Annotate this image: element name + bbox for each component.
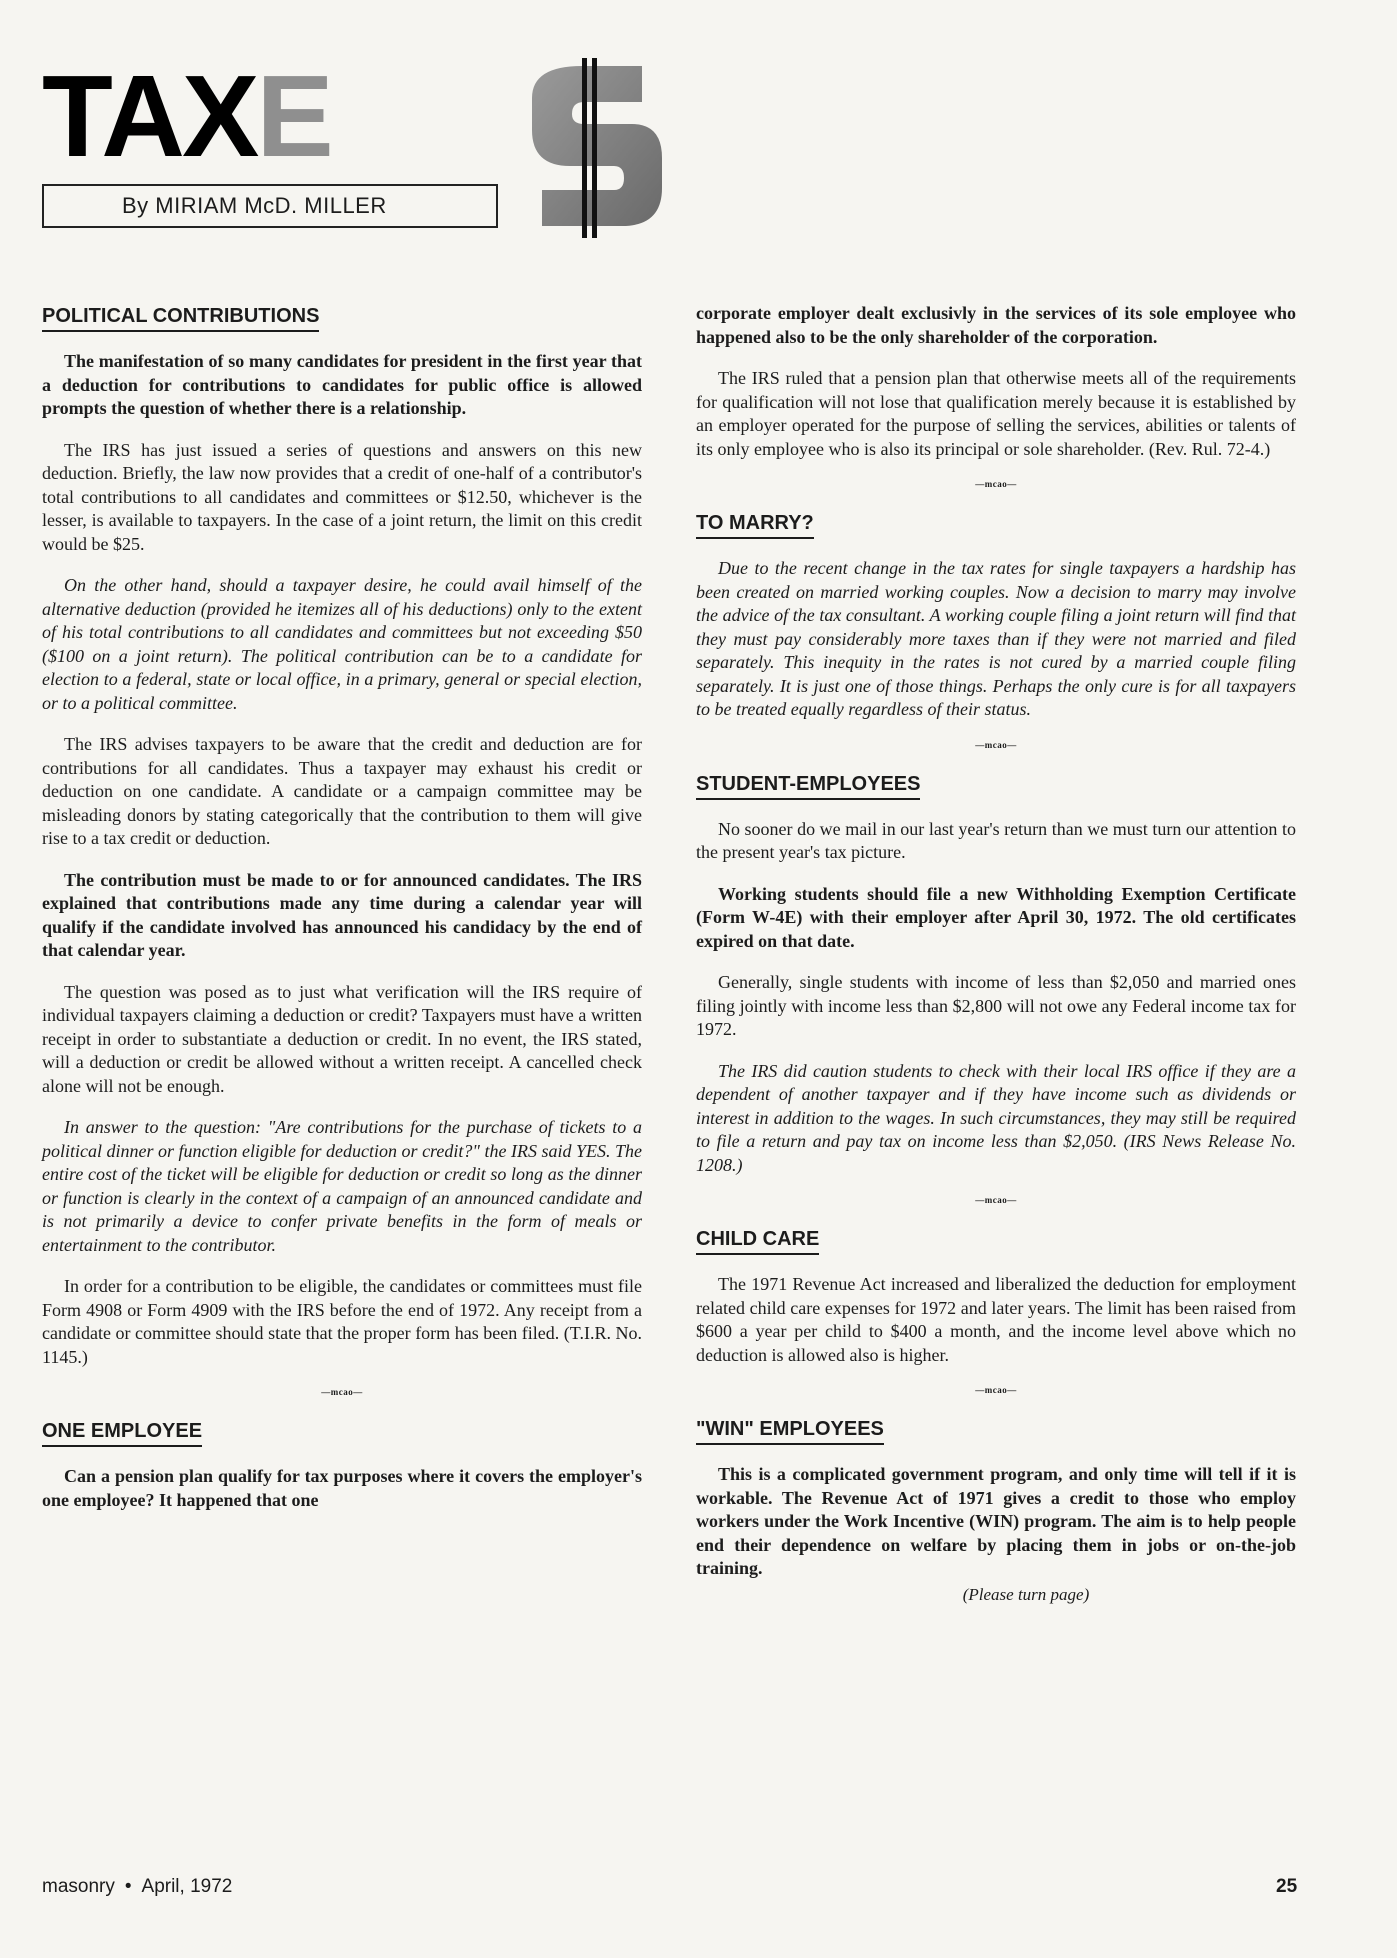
masthead-title-main: TAX xyxy=(42,51,257,181)
paragraph: Due to the recent change in the tax rates for single taxpayers a hardship has been created on married working couples. Now a decision to marry may involve the advice of the tax consultant. A working couple filing a joint return will find that they must pay considerably more taxes than if they were not married and filed separately. This inequity in the rates is not cured by a married couple filing separately. It is just one of those things. Perhaps the only cure is for all taxpayers to be treated equally regardless of their status. xyxy=(696,558,1296,719)
paragraph: In order for a contribution to be eligible, the candidates or committees must file Form 4908 or Form 4909 with the IRS before the end of 1972. Any receipt from a candidate or committee should state that the proper form has been filed. (T.I.R. No. 1145.) xyxy=(42,1276,642,1367)
page-number: 25 xyxy=(1276,1876,1298,1897)
paragraph: Can a pension plan qualify for tax purposes where it covers the employer's one employee? It happened that one xyxy=(42,1466,642,1510)
publication-name: masonry xyxy=(42,1876,115,1897)
dollar-sign-graphic xyxy=(522,58,682,238)
byline: By MIRIAM McD. MILLER xyxy=(122,193,387,218)
byline-box xyxy=(42,184,498,228)
right-column xyxy=(696,302,1296,1605)
masthead-title-faded: E xyxy=(256,51,331,181)
paragraph: On the other hand, should a taxpayer desire, he could avail himself of the alternative deduction (provided he itemizes all of his deductions) only to the extent of his total contributions to all candidates and committees but not exceeding $50 ($100 on a joint return). The political contribution can be to a candidate for election to a federal, state or local office, in a primary, general or special election, or to a political committee. xyxy=(42,575,642,713)
paragraph: The IRS ruled that a pension plan that otherwise meets all of the requirements for qualification will not lose that qualification merely because it is established by an employer operated for the purpose of selling the services, abilities or talents of its only employee who is also its principal or sole shareholder. (Rev. Rul. 72-4.) xyxy=(696,368,1296,459)
paragraph: The question was posed as to just what verification will the IRS require of individual taxpayers claiming a deduction or credit? Taxpayers must have a written receipt in order to substantiate a deduction or credit. In no event, the IRS stated, will a deduction or credit be allowed without a written receipt. A cancelled check alone will not be enough. xyxy=(42,981,642,1096)
paragraph: This is a complicated government program, and only time will tell if it is workable. The Revenue Act of 1971 gives a credit to those who employ workers under the Work Incentive (WIN) program. The aim is to help people end their dependence on welfare by placing them in jobs or on-the-job training. xyxy=(696,1464,1296,1578)
paragraph: The manifestation of so many candidates for president in the first year that a deduction for contributions to candidates for public office is allowed prompts the question of whether there is a relationship. xyxy=(42,351,642,418)
continued-note: (Please turn page) xyxy=(962,1584,1090,1604)
bullet: • xyxy=(124,1876,132,1897)
section-separator: —mcao— xyxy=(975,1195,1017,1205)
section-separator: —mcao— xyxy=(975,739,1017,750)
section-separator: —mcao— xyxy=(321,1387,363,1397)
masthead-title xyxy=(42,51,331,181)
heading-political-contributions: POLITICAL CONTRIBUTIONS xyxy=(42,304,319,332)
paragraph: corporate employer dealt exclusivly in the services of its sole employee who happened also to be the only shareholder of the corporation. xyxy=(696,303,1296,347)
heading-one-employee: ONE EMPLOYEE xyxy=(42,1419,202,1447)
paragraph: Generally, single students with income of less than $2,050 and married ones filing jointly with income less than $2,800 will not owe any Federal income tax for 1972. xyxy=(696,972,1296,1039)
footer-publication xyxy=(42,1876,232,1898)
paragraph: The IRS advises taxpayers to be aware that the credit and deduction are for contributions for all candidates. Thus a taxpayer may exhaust his credit or deduction on one candidate. A candidate or a campaign committee may be misleading donors by stating categorically that the contribution to them will give rise to a tax credit or deduction. xyxy=(42,734,642,848)
heading-win-employees: "WIN" EMPLOYEES xyxy=(696,1417,884,1445)
left-column xyxy=(42,304,642,1530)
paragraph: The contribution must be made to or for announced candidates. The IRS explained that contributions made any time during a calendar year will qualify if the candidate involved has announced his candidacy by the end of that calendar year. xyxy=(42,869,642,960)
masthead xyxy=(42,51,642,238)
heading-student-employees: STUDENT-EMPLOYEES xyxy=(696,772,920,800)
paragraph: In answer to the question: "Are contributions for the purchase of tickets to a political dinner or function eligible for deduction or credit?" the IRS said YES. The entire cost of the ticket will be eligible for deduction or credit so long as the dinner or function is clearly in the context of a campaign of an announced candidate and is not primarily a device to confer private benefits in the form of meals or entertainment to the contributor. xyxy=(42,1117,642,1255)
issue-date: April, 1972 xyxy=(141,1876,233,1897)
section-separator: —mcao— xyxy=(975,479,1017,489)
heading-to-marry: TO MARRY? xyxy=(696,511,814,539)
paragraph: The IRS has just issued a series of questions and answers on this new deduction. Briefly, the law now provides that a credit of one-half of a contributor's total contributions to all candidates and committees or $12.50, whichever is the lesser, is available to taxpayers. In the case of a joint return, the limit on this credit would be $25. xyxy=(42,439,642,554)
paragraph: The 1971 Revenue Act increased and liberalized the deduction for employment related child care expenses for 1972 and later years. The limit has been raised from $600 a year per child to $400 a month, and the income level above which no deduction is allowed also is higher. xyxy=(696,1274,1296,1365)
paragraph: No sooner do we mail in our last year's return than we must turn our attention to the present year's tax picture. xyxy=(696,818,1296,862)
paragraph: Working students should file a new Withholding Exemption Certificate (Form W-4E) with their employer after April 30, 1972. The old certificates expired on that date. xyxy=(696,883,1296,951)
section-separator: —mcao— xyxy=(975,1385,1017,1395)
heading-child-care: CHILD CARE xyxy=(696,1227,819,1255)
paragraph: The IRS did caution students to check with their local IRS office if they are a dependent of another taxpayer and if they have income such as dividends or interest in addition to the wages. In such circumstances, they may still be required to file a return and pay tax on income less than $2,050. (IRS News Release No. 1208.) xyxy=(696,1060,1296,1175)
